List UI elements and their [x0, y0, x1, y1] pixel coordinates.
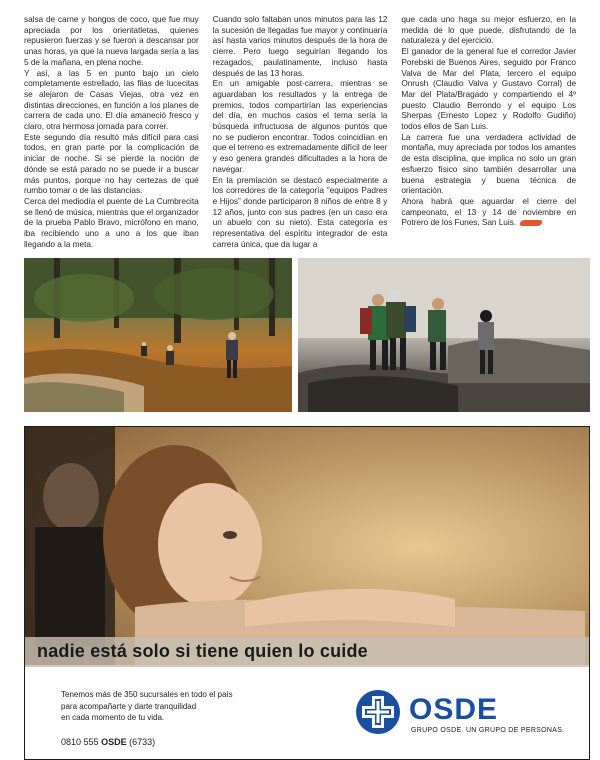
article-column-1	[24, 14, 199, 249]
ad-text-line: Tenemos más de 350 sucursales en todo el país	[61, 690, 233, 699]
phone-brand: OSDE	[101, 737, 127, 747]
article-column-3	[401, 14, 576, 246]
phone-code: (6733)	[129, 737, 156, 747]
paragraph: Y así, a las 5 en punto bajo un cielo completamente estrellado, las filas de lucecitas se alejaron de Casas Viejas, otra vez en distintas direcciones, en función a los planes de carrera de cada uno. El día amaneció fresco y claro, otra hermosa jornada para correr.	[24, 67, 199, 132]
photo-row	[24, 258, 590, 412]
ad-tagline: nadie está solo si tiene quien lo cuide	[37, 641, 368, 661]
osde-logo	[355, 687, 581, 743]
hikers-illustration	[298, 258, 590, 412]
end-mark-icon	[519, 220, 543, 226]
paragraph: Este segundo día resultó más difícil para casi todos, en gran parte por la complicación de iniciar de noche. Si se pierde la noción de dónde se está parado no se puede ir a buscar más puntos, porque no hay certezas de qué rumbo tomar o de las distancias.	[24, 131, 199, 196]
article-column-2	[212, 14, 388, 249]
paragraph: Cuando solo faltaban unos minutos para las 12 la sucesión de llegadas fue mayor y continuaría así hasta varios minutos después de la hora de cierre. Pero luego seguirían llegando los rezagados, paulatinamente, incluso hasta después de las 13 horas.	[212, 14, 388, 78]
osde-slogan: GRUPO OSDE. UN GRUPO DE PERSONAS.	[411, 727, 565, 734]
ad-text-line: en cada momento de tu vida.	[61, 713, 165, 722]
osde-advertisement	[24, 426, 590, 760]
forest-stream-photo	[24, 258, 292, 412]
tagline-bar	[25, 637, 589, 667]
closing-text: Ahora habrá que aguardar el cierre del campeonato, el 13 y 14 de noviembre en Potrero de los Funes, San Luis.	[401, 195, 577, 228]
girl-illustration	[25, 427, 589, 665]
paragraph: En un amigable post-carrera, mientras se aguardaban los resultados y la entrega de premios, todos compartirían las experiencias del día, en muchos casos el tema sería la búsqueda infructuosa de algunos puntos que no se pudieron encontrar. Todos coincidían en que el terreno es extremadamente difícil de leer y eso genera grandes dificultades a la hora de navegar.	[212, 78, 388, 174]
article-columns	[24, 14, 577, 249]
osde-wordmark: OSDE	[409, 693, 499, 726]
ad-body-text	[61, 689, 321, 724]
paragraph: La carrera fue una verdadera actividad de montaña, muy apreciada por todos los amantes de esta disciplina, que implica no solo un gran esfuerzo físico sino también desarrollar una buena estrategia y buena técnica de orientación.	[401, 131, 577, 196]
paragraph: salsa de carne y hongos de coco, que fue muy apreciada por los orientatletas, quienes repusieron fuerzas y se fueron a descansar por unas horas, ya que la nueva largada sería a las 5 de la mañana, en plena noche.	[24, 14, 199, 67]
ad-text-line: para acompañarte y darte tranquilidad	[61, 701, 197, 711]
paragraph: El ganador de la general fue el corredor Javier Porebski de Buenos Aires, seguido por Franco Valva de Mar del Plata, tercero el equipo Onrush (Claudio Valva y Gustavo Corral) de Mar del Plata/Bragado y compartiendo el 4º puesto Claudio Berrondo y el equipo Los Sherpas (Ernesto Lopez y Rodolfo Gudiño) todos ellos de San Luis.	[401, 46, 577, 132]
ad-phone	[61, 737, 155, 747]
phone-number: 0810 555	[61, 737, 99, 747]
hikers-rocks-photo	[298, 258, 590, 412]
paragraph: Cerca del mediodía el puente de La Cumbrecita se llenó de música, mientras que el organizador de la prueba Pablo Bravo, micrófono en mano, iba recibiendo uno a uno a los que iban llegando a la meta.	[24, 195, 199, 249]
osde-cross-icon	[355, 689, 401, 735]
ad-photo-girl-in-car	[25, 427, 589, 665]
paragraph-last	[401, 196, 576, 228]
forest-stream-illustration	[24, 258, 292, 412]
paragraph: En la premiación se destacó especialmente a los corredores de la categoría “equipos Padres e Hijos” donde participaron 8 niños de entre 8 y 12 años, junto con sus padres (en un caso era un abuelo con su nieto). Esta categoría es representativa del espíritu integrador de esta carrera única, que da lugar a	[212, 174, 388, 249]
paragraph: que cada uno haga su mejor esfuerzo, en la medida de lo que puede, disfrutando de la naturaleza y del ejercicio.	[401, 14, 577, 46]
